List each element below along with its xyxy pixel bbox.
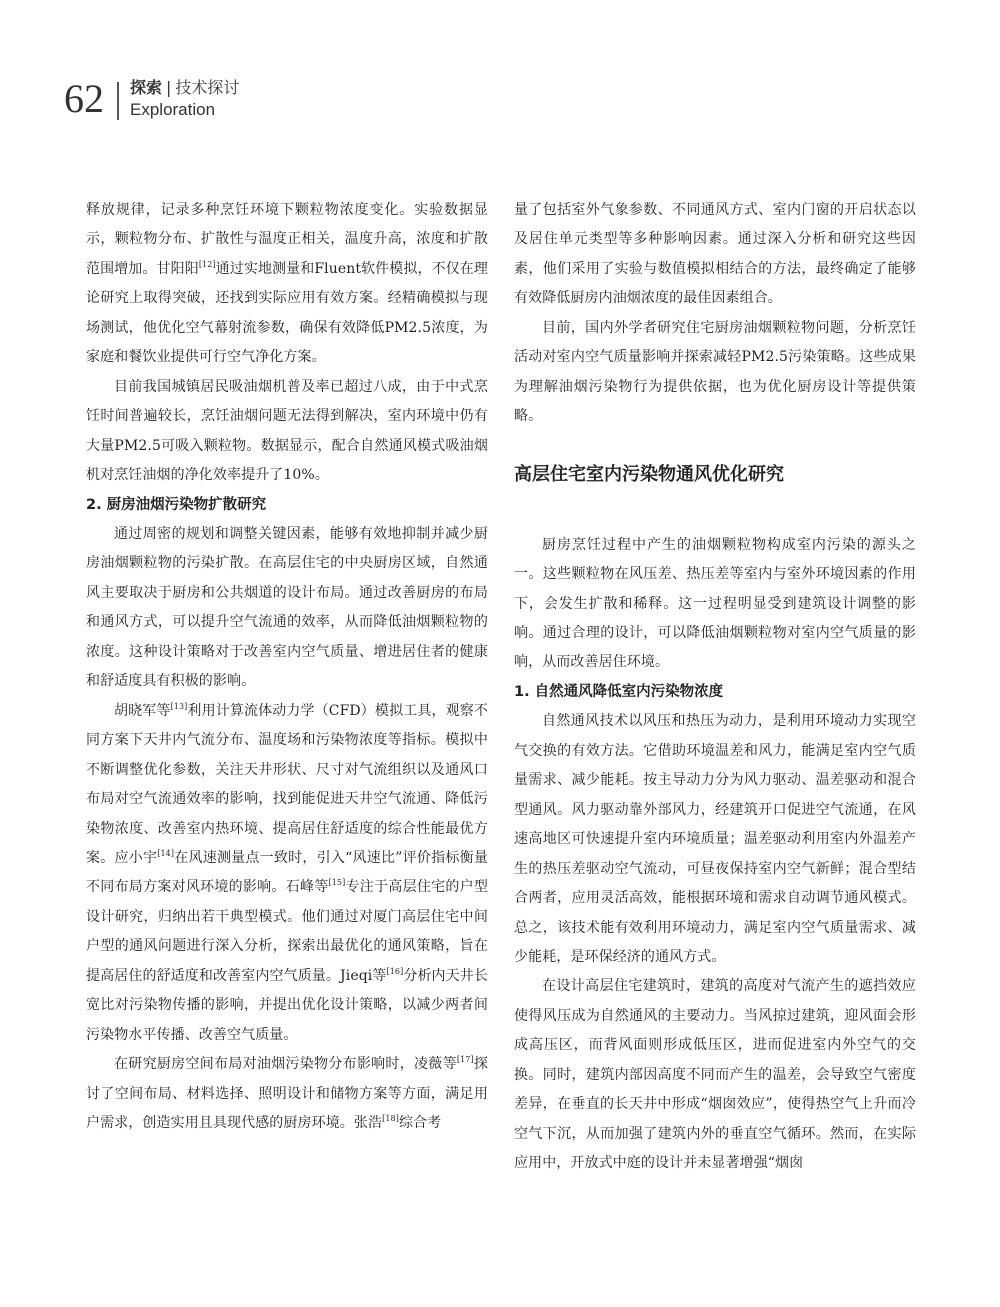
text-run: 在研究厨房空间布局对油烟污染物分布影响时，凌薇等: [114, 1056, 457, 1073]
paragraph: 量了包括室外气象参数、不同通风方式、室内门窗的开启状态以及居住单元类型等多种影响因素。通过深入分析和研究这些因素，他们采用了实验与数值模拟相结合的方法，最终确定了能够有效降低厨房内油烟浓度的最佳因素组合。: [514, 202, 916, 307]
text-run: 胡晓军等: [114, 702, 171, 719]
header-section: [130, 78, 239, 98]
paragraph: 通过周密的规划和调整关键因素，能够有效地抑制并减少厨房油烟颗粒物的污染扩散。在高层住宅的中央厨房区域，自然通风主要取决于厨房和公共烟道的设计布局。通过改善厨房的布局和通风方式，可以提升空气流通的效率，从而降低油烟颗粒物的浓度。这种设计策略对于改善室内空气质量、增进居住者的健康和舒适度具有积极的影响。: [86, 525, 488, 690]
section-separator: |: [166, 78, 172, 97]
section-label: 探索: [130, 78, 163, 97]
text-run: 分析内天井长宽比对污染物传播的影响，并提出优化设计策略，以减少两者间污染物水平传播、改善空气质量。: [86, 967, 488, 1043]
citation-ref: [17]: [456, 1055, 474, 1065]
header-divider: [117, 82, 119, 120]
subsection-label: 技术探讨: [175, 78, 240, 97]
citation-ref: [16]: [386, 966, 404, 976]
text-run: 在风速测量点一致时，引入“风速比”评价指标衡量不同布局方案对风环境的影响。石峰等: [86, 849, 488, 896]
paragraph: [86, 1050, 488, 1138]
paragraph: 自然通风技术以风压和热压为动力，是利用环境动力实现空气交换的有效方法。它借助环境温差和风力，能满足室内空气质量需求、减少能耗。按主导动力分为风力驱动、温差驱动和混合型通风。风力驱动靠外部风力，经建筑开口促进空气流通，在风速高地区可快速提升室内环境质量；温差驱动利用室内外温差产生的热压差驱动空气流动，可昼夜保持室内空气新鲜；混合型结合两者，应用灵活高效，能根据环境和需求自动调节通风模式。总之，该技术能有效利用环境动力，满足室内空气质量需求、减少能耗，是环保经济的通风方式。: [514, 713, 916, 965]
section-spacer: [514, 488, 916, 531]
section-title: 高层住宅室内污染物通风优化研究: [514, 463, 784, 485]
citation-ref: [14]: [157, 848, 175, 858]
citation-ref: [13]: [170, 701, 188, 711]
paragraph: [86, 697, 488, 1050]
citation-ref: [18]: [382, 1114, 399, 1124]
paragraph: 目前我国城镇居民吸油烟机普及率已超过八成，由于中式烹饪时间普遍较长，烹饪油烟问题无法得到解决，室内环境中仍有大量PM2.5可吸入颗粒物。数据显示，配合自然通风模式吸油烟机对烹饪油烟的净化效率提升了10%。: [86, 378, 488, 484]
text-run: 专注于高层住宅的户型设计研究，归纳出若干典型模式。他们通过对厦门高层住宅中间户型的通风问题进行深入分析，探索出最优化的通风策略，旨在提高居住的舒适度和改善室内空气质量。Jieqi等: [86, 879, 488, 984]
subsection-heading: 2. 厨房油烟污染物扩散研究: [86, 496, 267, 513]
text-run: 通过实地测量和Fluent软件模拟，不仅在理论研究上取得突破，还找到实际应用有效方案。经精确模拟与现场测试，他优化空气幕射流参数，确保有效降低PM2.5浓度，为家庭和餐饮业提供可行空气净化方案。: [86, 260, 488, 366]
page-number: 62: [64, 76, 104, 121]
paragraph: 厨房烹饪过程中产生的油烟颗粒物构成室内污染的源头之一。这些颗粒物在风压差、热压差等室内与室外环境因素的作用下，会发生扩散和稀释。这一过程明显受到建筑设计调整的影响。通过合理的设计，可以降低油烟颗粒物对室内空气质量的影响，从而改善居住环境。: [514, 536, 916, 671]
subsection-heading: 1. 自然通风降低室内污染物浓度: [514, 683, 724, 700]
text-run: 释放规律，记录多种烹饪环境下颗粒物浓度变化。实验数据显示，颗粒物分布、扩散性与温度正相关，温度升高，浓度和扩散范围增加。甘阳阳: [86, 202, 488, 277]
paragraph: 在设计高层住宅建筑时，建筑的高度对气流产生的遮挡效应使得风压成为自然通风的主要动力。当风掠过建筑，迎风面会形成高压区，而背风面则形成低压区，进而促进室内外空气的交换。同时，建筑内部因高度不同而产生的温差，会导致空气密度差异，在垂直的长天井中形成“烟囱效应”，使得热空气上升而冷空气下沉，从而加强了建筑内外的垂直空气循环。然而，在实际应用中，开放式中庭的设计并未显著增强“烟囱: [514, 978, 916, 1172]
paragraph: [86, 196, 488, 373]
paragraph: 目前，国内外学者研究住宅厨房油烟颗粒物问题，分析烹饪活动对室内空气质量影响并探索减轻PM2.5污染策略。这些成果为理解油烟污染物行为提供依据，也为优化厨房设计等提供策略。: [514, 319, 916, 425]
right-column: [514, 196, 916, 1179]
text-run: 探讨了空间布局、材料选择、照明设计和储物方案等方面，满足用户需求，创造实用且具现代感的厨房环境。张浩: [86, 1056, 488, 1132]
section-english-label: Exploration: [130, 100, 216, 119]
citation-ref: [15]: [328, 878, 346, 888]
text-run: 利用计算流体动力学（CFD）模拟工具，观察不同方案下天井内气流分布、温度场和污染物浓度等指标。模拟中不断调整优化参数，关注天井形状、尺寸对气流组织以及通风口布局对空气流通效率的影响，找到能促进天井空气流通、降低污染物浓度、改善室内热环境、提高居住舒适度的综合性能最优方案。应小宇: [86, 702, 488, 866]
text-run: 综合考: [398, 1115, 442, 1132]
left-column: [86, 196, 488, 1139]
citation-ref: [12]: [198, 259, 216, 269]
